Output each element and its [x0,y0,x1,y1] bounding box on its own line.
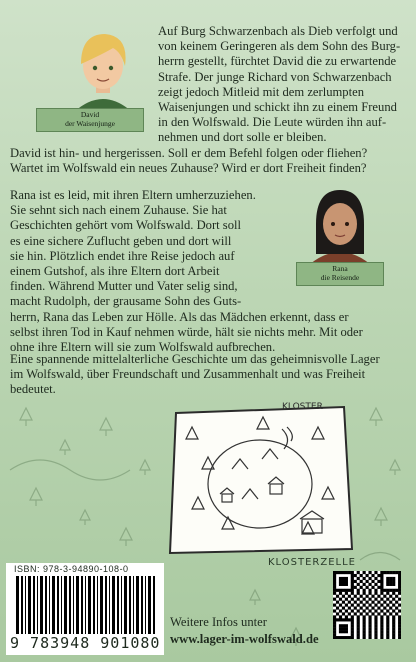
david-role: der Waisenjunge [65,118,115,128]
paragraph-david-question [10,146,367,176]
text-line: in den Wolfswald. Die Leute würden ihn auf- [158,115,387,130]
paragraph-david-intro [158,24,400,146]
website-info [170,614,319,648]
text-line: herrn, Rana das Leben zur Hölle. Als das Mädchen erkennt, dass er [10,309,349,324]
text-line: macht Rudolph, der grausame Sohn des Guts- [10,294,242,309]
isbn-barcode [6,563,164,655]
text-line: Waisenjungen und schickt ihn zu einem Freund [158,100,397,115]
paragraph-rana-intro [10,188,363,355]
rana-role: die Reisende [320,272,360,282]
map-label-kloster: KLOSTER [282,402,323,412]
david-portrait [60,26,146,112]
text-line: es eine sichere Zuflucht geben und dort will [10,233,232,248]
text-line: sie hin. Plötzlich endet ihre Reise jedoch auf [10,248,235,263]
text-line: im Wolfswald, über Freundschaft und Zusammenhalt und was Freiheit [10,367,366,382]
barcode-bars [16,576,156,634]
text-line: Geschichten gehört vom Wolfswald. Dort soll [10,218,241,233]
paragraph-summary [10,352,380,398]
text-line: Auf Burg Schwarzenbach als Dieb verfolgt und [158,24,398,38]
text-line: Strafe. Der junge Richard von Schwarzenbach [158,69,392,84]
david-name: David [80,110,100,119]
barcode-digits: 9 783948 901080 [10,634,161,652]
isbn-label: ISBN: 978-3-94890-108-0 [14,564,129,574]
text-line: einem Gutshof, als ihre Eltern dort Arbeit [10,264,220,279]
text-line: David ist hin- und hergerissen. Soll er dem Befehl folgen oder fliehen? [10,146,368,160]
text-line: nehmen und dort solle er bleiben. [158,130,327,145]
david-banner [36,108,144,132]
text-line: Sie sehnt sich nach einem Zuhause. Sie hat [10,203,227,218]
text-line: Wartet im Wolfswald ein neues Zuhause? Wird er dort Freiheit finden? [10,161,367,176]
text-line: finden. Während Mutter und Vater selig sind, [10,279,238,294]
text-line: bedeutet. [10,382,56,397]
map-label-klosterzelle: KLOSTERZELLE [268,557,356,568]
text-line: zeigt jedoch Mitleid mit dem zerlumpten [158,84,364,99]
website-link[interactable]: www.lager-im-wolfswald.de [170,632,319,646]
qr-code[interactable] [333,571,401,639]
info-line: Weitere Infos unter [170,615,267,629]
qr-code-pattern [333,571,401,639]
text-line: herrn gestellt, fürchtet David die zu erwartende [158,54,397,69]
text-line: Rana ist es leid, mit ihren Eltern umherzuziehen. [10,188,256,202]
text-line: von keinem Geringeren als dem Sohn des Burg- [158,39,401,54]
text-line: selbst ihren Tod in Kauf nehmen würde, hält sie nichts mehr. Mit oder [10,324,363,339]
map-illustration [162,399,358,558]
text-line: Eine spannende mittelalterliche Geschichte um das geheimnisvolle Lager [10,352,380,366]
rana-name: Rana [332,264,348,273]
text-line: ohne ihre Eltern will sie zum Wolfswald aufbrechen. [10,340,276,355]
